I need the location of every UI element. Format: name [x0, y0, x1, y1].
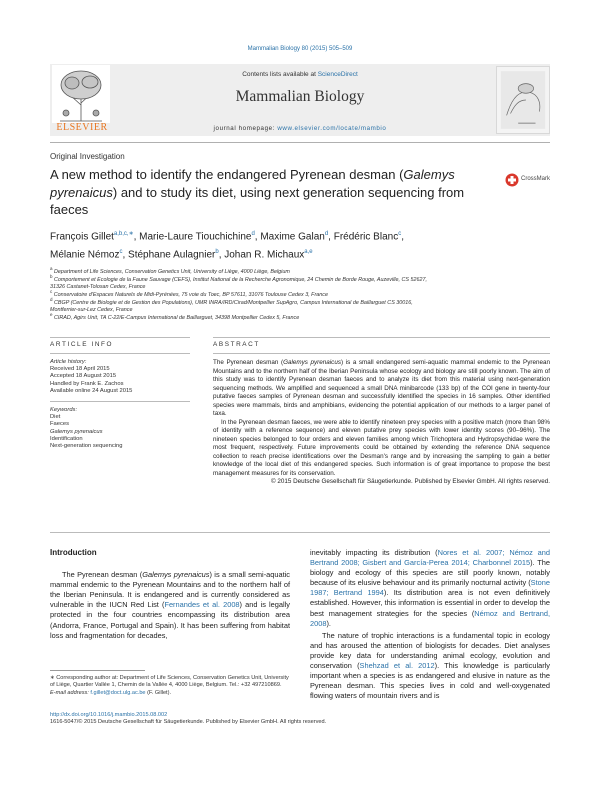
email-link[interactable]: f.gillet@doct.ulg.ac.be — [90, 689, 146, 696]
title-part2: ) and to study its diet, using next generation sequencing from faeces — [50, 184, 465, 217]
abstract-body — [213, 359, 550, 487]
affiliation-item — [50, 311, 550, 322]
body-text: ) and is legally protected in the four countries encompassing its distribution area (Andorra, France, Portugal and Spain). It has been suffering from habitat loss and fragmentation for decades, — [50, 600, 290, 640]
affiliation-sup: c — [50, 289, 53, 294]
keyword-item: Next-generation sequencing — [50, 443, 123, 450]
author-sup[interactable]: c — [398, 231, 402, 237]
abstract-text: The Pyrenean desman ( — [213, 359, 284, 366]
footnote-rule — [50, 670, 145, 671]
abstract-paragraph — [213, 359, 550, 419]
keyword-item: Identification — [50, 435, 83, 442]
intro-paragraph — [50, 570, 290, 641]
author-blanc: , Frédéric Blanc — [328, 231, 399, 243]
journal-title: Mammalian Biology — [235, 88, 365, 105]
journal-cover-image — [496, 66, 550, 134]
homepage-label: journal homepage: — [213, 125, 278, 132]
title-species: Galemys pyrenaicus — [50, 167, 455, 200]
author-sup[interactable]: c — [119, 248, 123, 255]
abstract-text: ) is a small endangered semi-aquatic mammal endemic to the Pyrenean Mountains and to the northern half of the Iberian Peninsula whose ecology and biology are still poorly known. The aim of this study was to identify Pyrenean desman faeces and to analyze its diet from this material using next-generation sequencing methods. We amplified and sequenced a small DNA minibarcode (133 bp) of the COI gene in twenty-four putative faeces samples of Pyrenean desman and successfully identified the species in 16 samples. Other identified species were mammals, birds and amphibians, evidencing the potential application of our methods to a larger panel of taxa. — [213, 359, 550, 417]
history-item: Received 18 April 2015 — [50, 366, 110, 373]
affiliation-text: CBGP (Centre de Biologie et de Gestion des Populations), UMR INRA/IRD/Cirad/Montpellier SupAgro, Campus International de Baillarguet CS 30016, — [54, 299, 413, 306]
author-list — [50, 227, 530, 263]
email-label: E-mail address: — [50, 689, 91, 696]
affiliation-text: 31326 Castanet-Tolosan Cedex, France — [50, 283, 146, 290]
abstract-heading: ABSTRACT — [213, 341, 260, 348]
body-paragraph — [310, 548, 550, 629]
citation-link[interactable]: Shehzad et al. 2012 — [359, 661, 435, 671]
body-species: Galemys pyrenaicus — [142, 570, 210, 580]
sciencedirect-link[interactable]: ScienceDirect — [317, 71, 358, 78]
homepage-link[interactable]: www.elsevier.com/locate/mambio — [277, 125, 387, 132]
body-paragraph — [310, 631, 550, 702]
abstract-rule — [213, 337, 550, 338]
introduction-heading: Introduction — [50, 548, 97, 557]
affiliation-sup: e — [50, 312, 53, 317]
keyword-item: Galemys pyrenaicus — [50, 428, 103, 435]
keyword-item: Diet — [50, 414, 61, 421]
body-text: ) is a small semi-aquatic mammal endemic to the Pyrenean Mountains and to the northern half of the Iberian Peninsula. It is endangered and is currently considered as vulnerable in the IUCN Red List ( — [50, 570, 290, 610]
affiliation-text: CIRAD, Agirs Unit, TA C-22/E-Campus International de Baillarguet, 34398 Montpellier Cedex 5, France — [54, 314, 300, 321]
affiliation-sup: b — [50, 274, 53, 279]
journal-citation: Mammalian Biology 80 (2015) 505–509 — [247, 46, 353, 52]
history-item: Accepted 18 August 2015 — [50, 373, 117, 380]
corresponding-author-footnote — [50, 675, 290, 697]
abstract-copyright: © 2015 Deutsche Gesellschaft für Säugetierkunde. Published by Elsevier GmbH. All rights reserved. — [270, 478, 550, 485]
body-text: ). The biology and ecology of this species are still poorly known, notably because of its elusive behaviour and its primarily nocturnal activity ( — [310, 558, 550, 588]
body-text: ). — [326, 618, 331, 628]
issn-line: 1616-5047/© 2015 Deutsche Gesellschaft für Säugetierkunde. Published by Elsevier GmbH. All rights reserved. — [50, 719, 327, 726]
author-tiouchichine: , Marie-Laure Tiouchichine — [133, 231, 252, 243]
affiliation-text: Montferrier-sur-Lez Cedex, France — [50, 306, 133, 313]
article-info-rule — [50, 337, 190, 338]
author-nemoz: Mélanie Némoz — [50, 249, 120, 261]
citation-link[interactable]: Fernandes et al. 2008 — [164, 600, 240, 610]
article-title — [50, 166, 490, 219]
body-text: ). This knowledge is particularly important when a species is as endangered and elusive in nature as the Pyrenean desman. This species lives in cold and well-oxygenated flowing waters of mountain rivers and is — [310, 661, 551, 701]
author-galan: , Maxime Galan — [254, 231, 325, 243]
abstract-rule — [213, 353, 550, 354]
history-item: Available online 24 August 2015 — [50, 387, 133, 394]
doi-link[interactable]: http://dx.doi.org/10.1016/j.mambio.2015.08.002 — [50, 712, 168, 718]
author-sup[interactable]: d — [251, 231, 255, 237]
keyword-item: Faeces — [50, 421, 70, 428]
title-part1: A new method to identify the endangered Pyrenean desman ( — [50, 167, 404, 182]
citation-link[interactable]: Stone 1987; Bertrand 1994 — [310, 578, 550, 598]
citation-link[interactable]: Némoz and Bertrand, 2008 — [310, 608, 551, 628]
body-text: The nature of trophic interactions is a fundamental topic in ecology and has aroused the attention of biologists for decades. Diet analyses provide key data for understanding animal ecology, evolution and conservation ( — [310, 630, 550, 671]
crossmark-label: CrossMark — [521, 176, 551, 182]
affiliation-text: Department of Life Sciences, Conservation Genetics Unit, University of Liège, 4000 Liège, Belgium — [54, 268, 290, 275]
article-info — [50, 359, 190, 450]
citation-link[interactable]: Nores et al. 2007; Némoz and Bertrand 2008; Gisbert and García-Perea 2014; Charbonnel 2015 — [310, 548, 550, 568]
author-gillet: François Gillet — [50, 231, 114, 243]
article-info-heading: ARTICLE INFO — [50, 341, 114, 348]
article-type: Original Investigation — [50, 152, 125, 161]
keywords-label: Keywords: — [50, 407, 78, 414]
abstract-paragraph: In the Pyrenean desman faeces, we were able to identify nineteen prey species with a positive match (more than 98% of identity with a reference sequence) and eleven putative prey species with lower identity scores (90–96%). The nineteen species belonged to four orders and eleven families among which Trichoptera and Hydropsychidae were the most frequent, respectively. Future improvements could be obtained by extending the reference DNA sequence collection to reach precise identifications over the Desman's range and by increasing the sampling to gain a better knowledge of the local diet of this endangered species. Such information is of great importance to propose the best management measures for its conservation. — [213, 418, 550, 477]
crossmark-badge[interactable] — [505, 172, 553, 188]
doi-block — [50, 712, 450, 727]
affiliation-sup: a — [50, 266, 53, 271]
abstract-species: Galemys pyrenaicus — [283, 359, 341, 366]
affiliation-text: Comportement et Ecologie de la Faune Sauvage (CEFS), Institut National de la Recherche Agronomique, 24 Chemin de Borde Rouge, Auzeville, CS 52627, — [54, 276, 427, 283]
author-sup[interactable]: b — [215, 248, 219, 255]
history-label: Article history: — [50, 359, 87, 365]
header-rule — [50, 142, 550, 143]
corresponding-text: ∗ Corresponding author at: Department of Life Sciences, Conservation Genetics Unit, University of Liège, Quartier Vallée 1, Chemin de la Vallée 4, 4000 Liège, Belgium. Tel.: +32 497210869. — [50, 675, 289, 689]
publisher-wordmark: ELSEVIER — [56, 122, 108, 133]
author-sup[interactable]: d — [324, 231, 329, 237]
article-info-rule — [50, 353, 190, 354]
author-aulagnier: , Stéphane Aulagnier — [122, 249, 216, 261]
author-sup[interactable]: a,b,c,∗ — [113, 231, 134, 237]
author-separator: , — [401, 231, 404, 243]
author-sup[interactable]: a,e — [304, 248, 313, 255]
info-divider — [50, 401, 190, 402]
author-michaux: , Johan R. Michaux — [218, 249, 305, 261]
affiliation-text: Conservatoire d'Espaces Naturels de Midi-Pyrénées, 75 voie du Toec, BP 57611, 31076 Toulouse Cedex 3, France — [53, 291, 328, 298]
contents-prefix: Contents lists available at — [242, 71, 318, 78]
crossmark-icon — [505, 173, 519, 187]
body-text: The Pyrenean desman ( — [62, 570, 143, 580]
body-text: inevitably impacting its distribution ( — [310, 548, 438, 557]
abstract-bottom-rule — [50, 532, 550, 533]
affiliation-sup: d — [50, 297, 53, 302]
email-suffix: (F. Gillet). — [145, 689, 172, 696]
body-text: ). Its distribution area is not even definitively established. However, this information is essential in order to develop the best management strategies for the species ( — [310, 588, 550, 618]
body-column-right — [310, 548, 550, 701]
body-column-left — [50, 548, 290, 641]
history-item: Handled by Frank E. Zachos — [50, 380, 124, 387]
